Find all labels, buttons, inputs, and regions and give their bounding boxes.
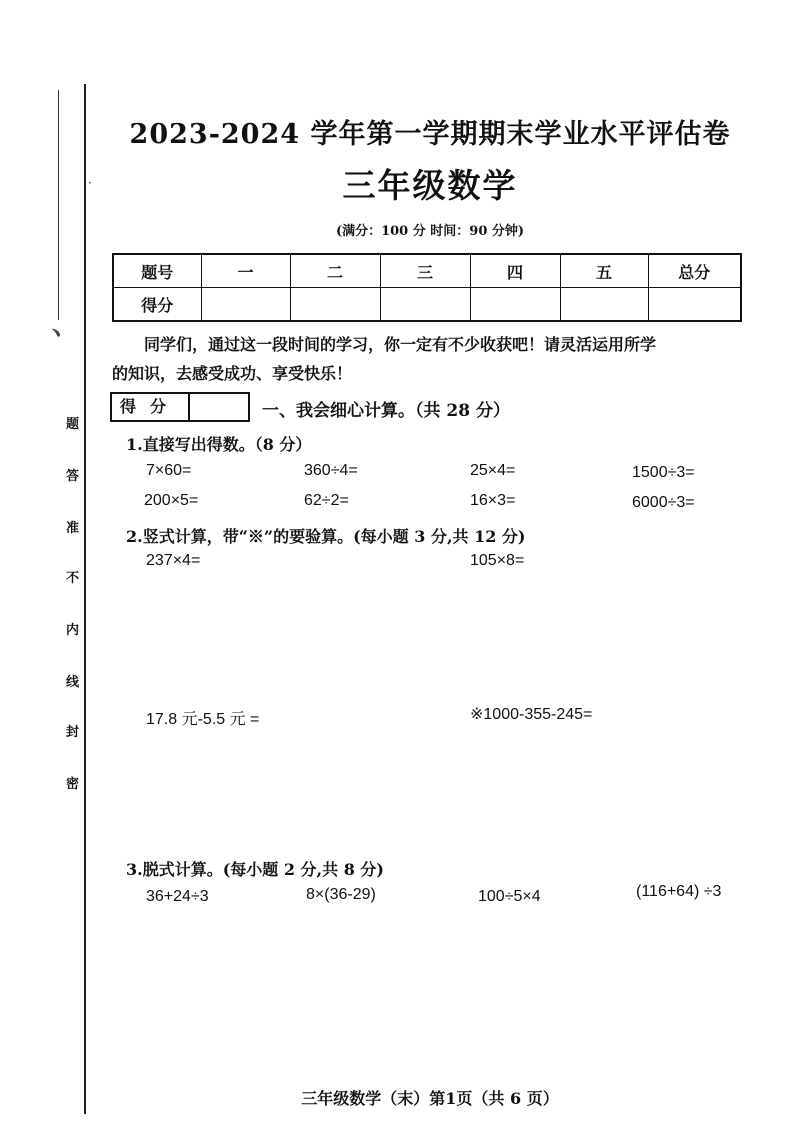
binding-char: 内 [66,623,80,638]
expression: 105×8= [470,552,525,569]
score-table-header: 题号 [113,254,201,288]
score-table-header: 二 [290,254,380,288]
expression: 16×3= [470,492,516,509]
expression: 36+24÷3 [146,888,209,905]
expression: 237×4= [146,552,201,569]
score-cell[interactable] [560,288,648,322]
expression: ※1000-355-245= [470,706,593,723]
score-table-header: 四 [470,254,560,288]
question-3-title: 3.脱式计算。(每小题 2 分,共 8 分) [126,860,384,879]
binding-char: 题 [66,417,80,432]
expression: 6000÷3= [632,494,695,511]
question-1-title: 1.直接写出得数。（8 分） [126,435,312,454]
expression: 1500÷3= [632,464,695,481]
intro-paragraph [112,330,746,388]
expression: 360÷4= [304,462,358,479]
exam-title: 2023-2024 学年第一学期期末学业水平评估卷 [129,119,731,150]
exam-meta: (满分：100 分 时间：90 分钟) [335,224,525,239]
score-table-header: 三 [380,254,470,288]
binding-char: 线 [66,675,80,690]
score-cell[interactable] [380,288,470,322]
expression: 100÷5×4 [478,888,541,905]
question-2-title: 2.竖式计算，带“※”的要验算。(每小题 3 分,共 12 分) [126,527,526,546]
scan-dot: · [88,176,92,190]
intro-line-2: 的知识，去感受成功、享受快乐！ [112,364,353,383]
binding-char: 封 [66,725,80,740]
section-heading: 一、我会细心计算。（共 28 分） [262,401,510,421]
expression: 8×(36-29) [306,886,376,903]
score-table-header: 一 [201,254,290,288]
score-table [112,253,742,322]
binding-char: 密 [66,777,80,792]
expression: 7×60= [146,462,192,479]
score-table-header-row [113,254,741,288]
page-footer: 三年级数学（末）第1页（共 6 页） [301,1089,559,1108]
expression: (116+64) ÷3 [636,883,722,900]
section-score-label: 得分 [112,394,190,420]
binding-line [84,84,86,1114]
score-table-score-row [113,288,741,322]
intro-line-1: 同学们，通过这一段时间的学习，你一定有不少收获吧！请灵活运用所学 [144,335,657,354]
binding-tick-line [58,90,59,320]
score-table-header: 五 [560,254,648,288]
binding-char: 准 [66,521,80,536]
score-cell[interactable] [470,288,560,322]
scan-mark: ﹅ [50,326,63,340]
score-cell[interactable] [290,288,380,322]
expression: 200×5= [144,492,199,509]
score-table-header: 总分 [648,254,741,288]
binding-char: 不 [66,571,80,586]
binding-char: 答 [66,469,80,484]
expression: 17.8 元-5.5 元 = [146,711,260,728]
score-cell[interactable] [201,288,290,322]
section-score-box [110,392,250,422]
exam-subtitle: 三年级数学 [342,166,518,205]
score-cell[interactable] [648,288,741,322]
expression: 62÷2= [304,492,349,509]
expression: 25×4= [470,462,516,479]
score-table-row-label: 得分 [113,288,201,322]
